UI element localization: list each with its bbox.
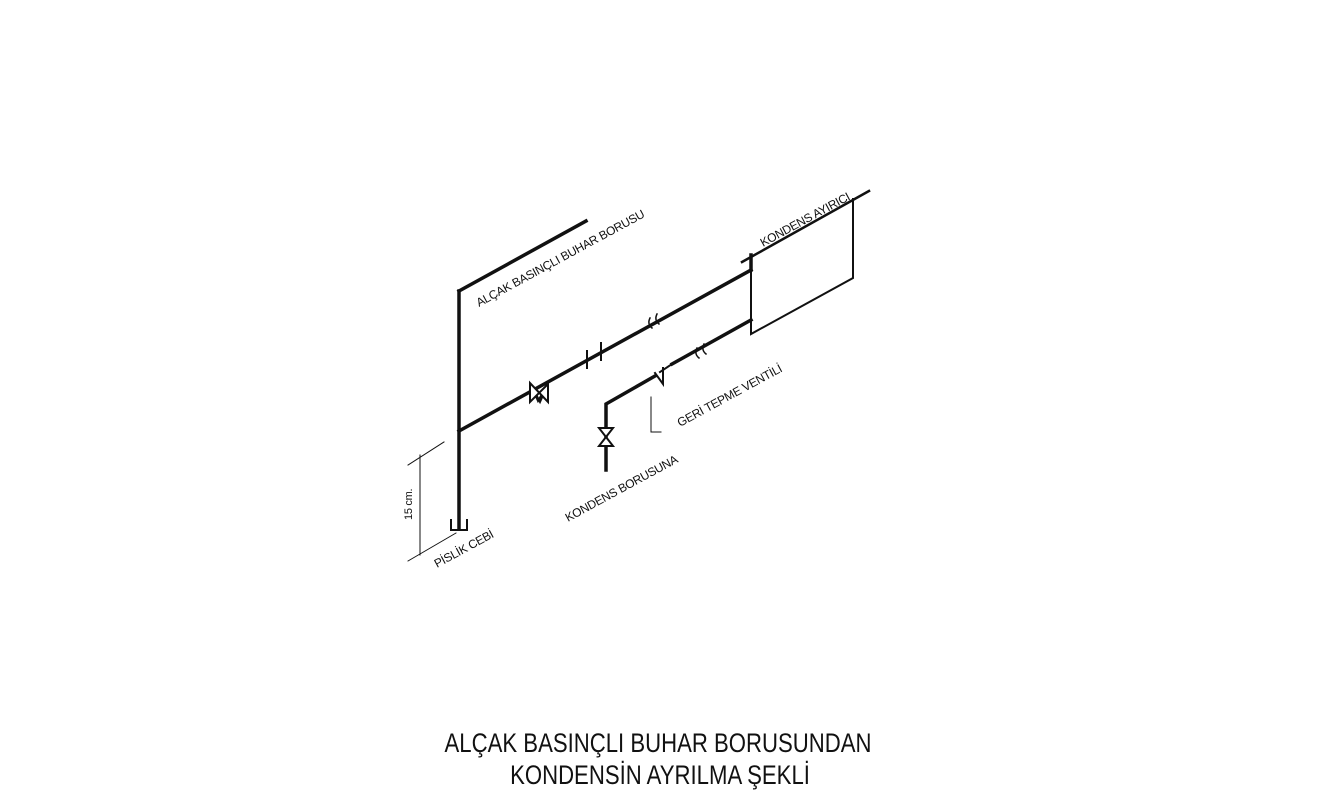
dimension-line xyxy=(408,442,456,561)
diagram-title-line-2: KONDENSİN AYRILMA ŞEKLİ xyxy=(510,760,810,790)
diagram-title-line-1: ALÇAK BASINÇLI BUHAR BORUSUNDAN xyxy=(444,728,872,758)
return-pipe xyxy=(672,320,751,364)
dirt-pocket-label: PİSLİK CEBİ xyxy=(431,527,496,571)
check-valve-symbol xyxy=(655,364,672,384)
condensate-pipe-label: KONDENS BORUSUNA xyxy=(562,452,681,525)
check-valve-leader xyxy=(651,397,661,432)
steam-pipe-label: ALÇAK BASINÇLI BUHAR BORUSU xyxy=(473,207,647,310)
dimension-label: 15 cm. xyxy=(403,488,415,520)
separator-label: KONDENS AYIRICI xyxy=(757,189,853,250)
gate-valve-2 xyxy=(599,428,613,446)
check-valve-label: GERİ TEPME VENTİLİ xyxy=(674,361,785,430)
